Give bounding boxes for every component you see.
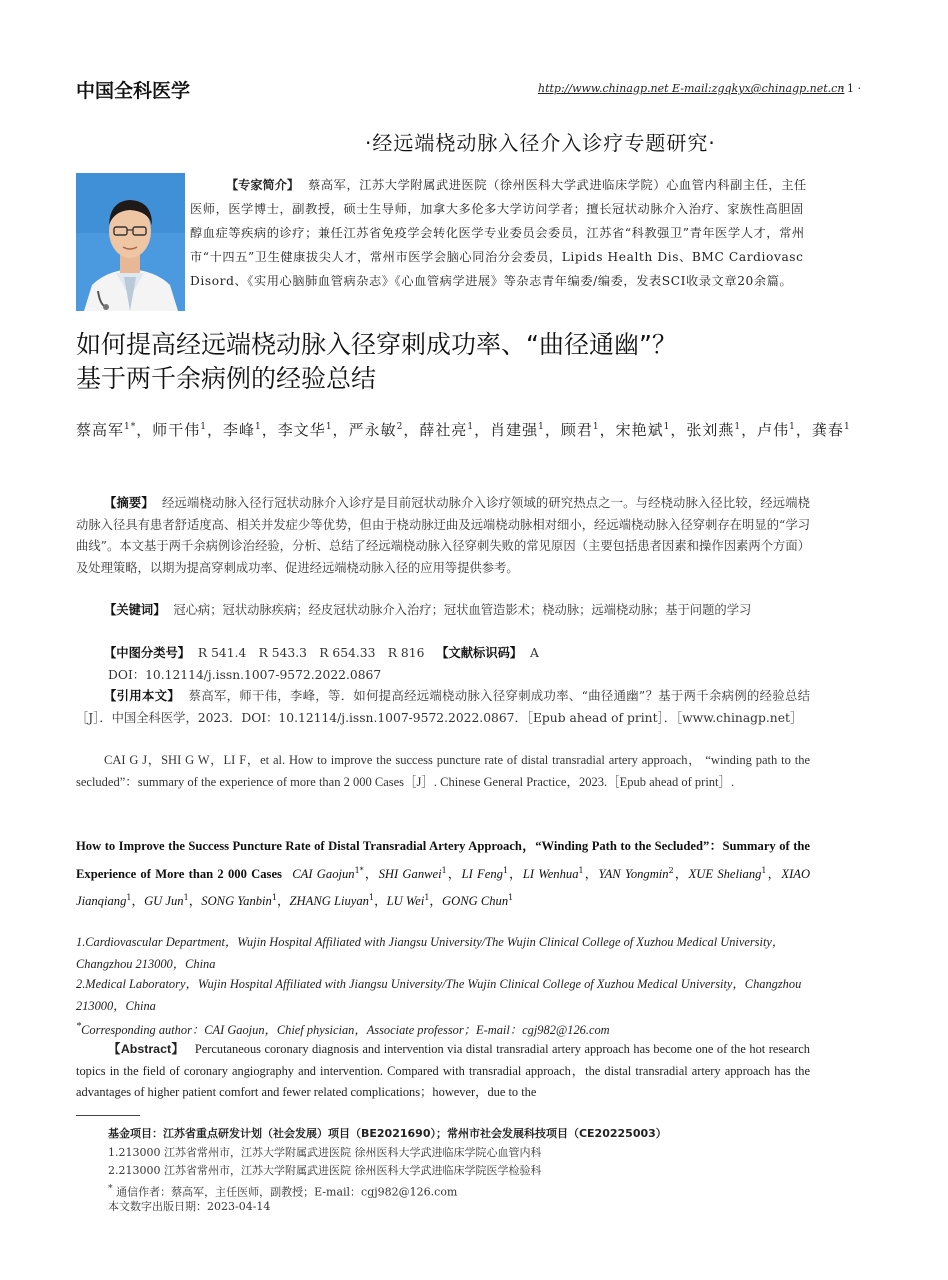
en-author-affiliation-mark: 1	[578, 865, 584, 875]
footnote-corresponding-text: 通信作者：蔡高军，主任医师，副教授；E-mail：cgj982@126.com	[116, 1185, 458, 1199]
cn-author	[757, 421, 796, 439]
en-author	[598, 866, 673, 881]
corresponding-mark: *	[76, 1021, 82, 1032]
classification	[76, 643, 810, 665]
cn-author	[616, 421, 671, 439]
abstract-cn-label: 【摘要】	[104, 496, 154, 510]
author-list: 蔡高军$^{1*}$，师干伟$^1$，李峰$^1$，李文华$^1$，严永敏$^2$，薛社亮$^1$，肖建强$^1$，顾君$^1$，宋艳斌$^1$，张刘燕$^1$，卢伟$^1$，龚春$^1$	[76, 421, 851, 439]
cn-author-name: 蔡高军	[76, 421, 125, 439]
cn-author-name: 李文华	[277, 421, 326, 439]
column-title: ·经远端桡动脉入径介入诊疗专题研究·	[365, 131, 716, 155]
cn-author-affiliation-mark: 1	[325, 422, 333, 432]
english-author-list: CAI Gaojun$^{1*}$，SHI Ganwei$^1$，LI Feng$^1$，LI Wenhua$^1$，YAN Yongmin$^2$，XUE Sheliang$^1$，XIAO Jianqiang$^1$，GU Jun$^1$，SONG Yanbin$^1$，ZHANG Liuyan$^1$，LU Wei$^1$，GONG Chun$^1$	[76, 865, 811, 909]
en-author-name: YAN Yongmin	[598, 866, 669, 881]
en-author-affiliation-mark: 1	[761, 865, 767, 875]
cn-author-affiliation-mark: 1	[200, 422, 208, 432]
classification-label: 【中图分类号】	[104, 646, 191, 660]
cn-author	[686, 421, 741, 439]
cn-author-affiliation-mark: 1	[592, 422, 600, 432]
document-code-label: 【文献标识码】	[436, 646, 523, 660]
affiliation-2: 2.Medical Laboratory，Wujin Hospital Affiliated with Jiangsu University/The Wujin Clinical College of Xuzhou Medical University，Changzhou 213000，China	[76, 977, 802, 1013]
citation-cn-label: 【引用本文】	[104, 689, 181, 703]
cn-author-affiliation-mark: 2	[396, 422, 404, 432]
en-author-affiliation-mark: 1	[183, 893, 189, 903]
cn-author-name: 顾君	[560, 421, 593, 439]
cn-author-affiliation-mark: 1	[734, 422, 742, 432]
cn-author-name: 张刘燕	[686, 421, 735, 439]
abstract-en	[76, 1039, 810, 1104]
en-author-name: LU Wei	[386, 894, 425, 909]
publish-date: 本文数字出版日期：2023-04-14	[108, 1200, 271, 1213]
abstract-cn	[76, 493, 810, 579]
english-title: How to Improve the Success Puncture Rate of Distal Transradial Artery Approach，“Winding Path to the Secluded”：Summary of the Experience of More than 2 000 Cases	[76, 839, 810, 881]
cn-author	[349, 421, 404, 439]
keywords-label: 【关键词】	[104, 603, 166, 617]
en-author-name: ZHANG Liuyan	[289, 894, 369, 909]
en-author-affiliation-mark: 1	[368, 893, 375, 903]
footnote-divider	[76, 1115, 140, 1116]
en-author	[290, 893, 375, 908]
en-author-affiliation-mark: 1*	[354, 865, 364, 875]
abstract-en-label: 【Abstract】	[108, 1042, 185, 1056]
article-title	[76, 328, 836, 396]
en-author	[201, 893, 277, 908]
expert-intro	[190, 173, 810, 293]
cn-author-affiliation-mark: 1	[467, 422, 475, 432]
affiliation-1: 1.Cardiovascular Department，Wujin Hospital Affiliated with Jiangsu University/The Wujin Clinical College of Xuzhou Medical University，Changzhou 213000，China	[76, 935, 785, 971]
cn-author-affiliation-mark: 1	[538, 422, 545, 432]
journal-logo: 中国全科医学	[76, 80, 191, 102]
keywords	[76, 600, 810, 622]
cn-author-name: 肖建强	[490, 421, 539, 439]
expert-portrait-icon	[76, 173, 185, 311]
expert-intro-label: 【专家简介】	[226, 178, 300, 192]
citation-en: CAI G J，SHI G W，LI F，et al. How to improve the success puncture rate of distal transradial artery approach， “winding path to the secluded”：summary of the experience of more than 2 000 Cases［J］. Chinese General Practice，2023.［Epub ahead of print］.	[76, 753, 810, 789]
en-author-name: GONG Chun	[442, 894, 509, 909]
cn-author	[490, 421, 545, 439]
en-author	[379, 866, 447, 881]
abstract-cn-text: 经远端桡动脉入径行冠状动脉介入诊疗是目前冠状动脉介入诊疗领域的研究热点之一。与经桡动脉入径比较，经远端桡动脉入径具有患者舒适度高、相关并发症少等优势，但由于桡动脉迂曲及远端桡动脉相对细小，经远端桡动脉入径穿刺存在明显的“学习曲线”。本文基于两千余病例诊治经验，分析、总结了经远端桡动脉入径穿刺失败的常见原因（主要包括患者因素和操作因素两个方面）及处理策略，以期为提高穿刺成功率、促进经远端桡动脉入径的应用等提供参考。	[76, 496, 810, 575]
en-author	[462, 866, 508, 881]
cn-author-affiliation-mark: 1	[789, 422, 796, 432]
en-author-affiliation-mark: 1	[424, 893, 430, 903]
en-author-name: SONG Yanbin	[201, 894, 272, 909]
classification-codes: R 541.4 R 543.3 R 654.33 R 816	[197, 646, 425, 660]
cn-author-name: 李峰	[223, 421, 256, 439]
doi[interactable]: DOI：10.12114/j.issn.1007-9572.2022.0867	[108, 668, 382, 682]
cn-author-name: 严永敏	[348, 421, 397, 439]
english-title-authors	[76, 834, 810, 914]
en-author-name: SHI Ganwei	[378, 866, 442, 881]
cn-author-name: 师干伟	[152, 421, 201, 439]
cn-author	[812, 421, 851, 439]
en-author-affiliation-mark: 1	[271, 893, 277, 903]
citation-cn-text: 蔡高军，师干伟，李峰，等．如何提高经远端桡动脉入径穿刺成功率、“曲径通幽”？基于两千余病例的经验总结［J］．中国全科医学，2023．DOI：10.12114/j.issn.1007-9572.2022.0867．［Epub ahead of print］．［www.chinagp.net］	[76, 689, 810, 725]
cn-author	[223, 421, 262, 439]
keywords-text: 冠心病；冠状动脉疾病；经皮冠状动脉介入治疗；冠状血管造影术；桡动脉；远端桡动脉；基于问题的学习	[173, 603, 752, 617]
corresponding-author	[76, 1016, 810, 1042]
article-title-line-2: 基于两千余病例的经验总结	[76, 364, 377, 393]
cn-author-affiliation-mark: 1	[663, 422, 671, 432]
en-author	[689, 866, 767, 881]
footnote-corresponding-mark: *	[108, 1183, 113, 1194]
en-author-name: LI Wenhua	[522, 866, 579, 881]
article-title-line-1: 如何提高经远端桡动脉入径穿刺成功率、“曲径通幽”？	[76, 330, 677, 359]
footnote-affiliation-2: 2.213000 江苏省常州市，江苏大学附属武进医院 徐州医科大学武进临床学院医学检验科	[108, 1164, 542, 1177]
cn-author	[152, 421, 207, 439]
document-code: A	[530, 646, 539, 660]
en-author-name: LI Feng	[461, 866, 503, 881]
cn-author	[76, 421, 136, 439]
cn-author-name: 卢伟	[757, 421, 790, 439]
expert-intro-text: 蔡高军，江苏大学附属武进医院（徐州医科大学武进临床学院）心血管内科副主任，主任医师，医学博士，副教授，硕士生导师，加拿大多伦多大学访问学者；擅长冠状动脉介入治疗、家族性高胆固醇血症等疾病的诊疗；兼任江苏省免疫学会转化医学专业委员会委员，江苏省“科教强卫”青年医学人才，常州市“十四五”卫生健康拔尖人才，常州市医学会脑心同治分会委员，Lipids Health Dis、BMC Cardiovasc Disord、《实用心脑肺血管病杂志》《心血管病学进展》等杂志青年编委/编委，发表SCI收录文章20余篇。	[190, 178, 807, 288]
cn-author-affiliation-mark: 1	[843, 422, 851, 432]
journal-url-email[interactable]: http://www.chinagp.net E-mail:zgqkyx@chinagp.net.cn	[538, 82, 845, 95]
cn-author-affiliation-mark: 1*	[124, 422, 137, 432]
cn-author-name: 薛社亮	[419, 421, 468, 439]
abstract-en-text: Percutaneous coronary diagnosis and intervention via distal transradial artery approach has become one of the hot research topics in the field of coronary angiography and intervention. Compared with transradial approach，the distal transradial artery approach has the advantages of higher patient comfort and fewer related complications；however，due to the	[76, 1042, 811, 1099]
en-author-name: XUE Sheliang	[688, 866, 762, 881]
cn-author-name: 龚春	[811, 421, 844, 439]
corresponding-text: Corresponding author：CAI Gaojun，Chief physician，Associate professor；E-mail：cgj982@126.com	[81, 1023, 610, 1038]
en-author	[292, 866, 363, 881]
cn-author	[278, 421, 333, 439]
en-author	[144, 893, 189, 908]
en-author-affiliation-mark: 1	[502, 865, 509, 875]
citation-cn	[76, 686, 810, 729]
footnote-affiliation-1: 1.213000 江苏省常州市，江苏大学附属武进医院 徐州医科大学武进临床学院心血管内科	[108, 1146, 542, 1159]
en-author	[523, 866, 584, 881]
cn-author-name: 宋艳斌	[615, 421, 664, 439]
en-author-affiliation-mark: 1	[126, 893, 132, 903]
cn-author	[419, 421, 474, 439]
en-author-name: XIAO Jianqiang	[76, 866, 811, 909]
en-author	[442, 893, 513, 908]
en-author-name: GU Jun	[144, 894, 184, 909]
en-author-name: CAI Gaojun	[292, 866, 355, 881]
fund-info: 基金项目：江苏省重点研发计划（社会发展）项目（BE2021690）；常州市社会发展科技项目（CE20225003）	[108, 1127, 667, 1140]
page-number: · 1 ·	[840, 82, 861, 95]
cn-author	[561, 421, 600, 439]
expert-photo	[76, 173, 185, 311]
en-author-affiliation-mark: 2	[668, 865, 674, 875]
en-author-affiliation-mark: 1	[508, 893, 514, 903]
en-author	[387, 893, 430, 908]
en-author-affiliation-mark: 1	[441, 865, 447, 875]
cn-author-affiliation-mark: 1	[255, 422, 262, 432]
